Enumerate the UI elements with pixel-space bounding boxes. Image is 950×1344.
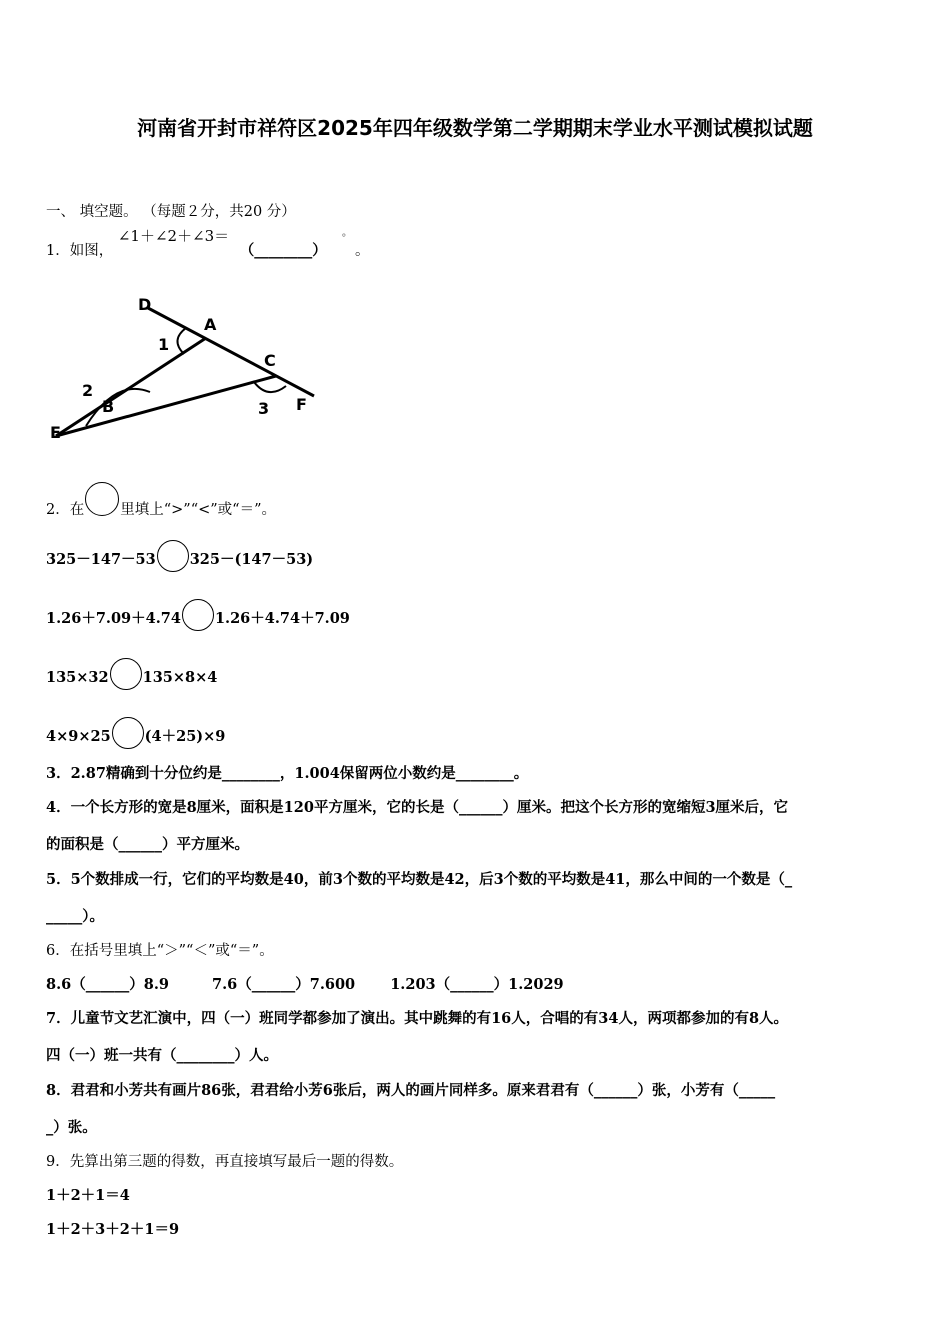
question-2 [46,482,276,520]
compare-right: 325－(147－53) [189,551,314,568]
question-1-prefix: 1．如图， [46,243,114,259]
label-1: 1 [158,335,170,354]
compare-circle[interactable] [110,658,142,690]
question-1 [46,227,370,263]
angle-figure [46,288,336,448]
compare-right: (4＋25)×9 [144,728,226,745]
question-5-line-1: 5．5个数排成一行，它们的平均数是40，前3个数的平均数是42，后3个数的平均数是41，那么中间的一个数是（_ [46,871,793,888]
question-6-items [46,975,564,995]
angle-1-arc [177,328,186,354]
compare-left: 1.26＋7.09＋4.74 [46,610,181,627]
question-9-line-1: 9．先算出第三题的得数，再直接填写最后一题的得数。 [46,1154,404,1170]
equation-2: 1＋2＋3＋2＋1＝9 [46,1221,180,1238]
label-2: 2 [82,381,94,400]
question-1-end: 。 [355,243,370,259]
page-title: 河南省开封市祥符区2025年四年级数学第二学期期末学业水平测试模拟试题 [137,116,813,140]
question-2-prefix: 2．在 [46,502,85,518]
label-f: F [296,395,307,414]
compare-right: 1.26＋4.74＋7.09 [214,610,350,627]
compare-row-1 [46,540,313,572]
label-d: D [138,295,152,314]
question-1-blank: （________） [239,242,327,259]
line-da-cf [148,308,314,396]
question-2-suffix: 里填上“>”“<”或“＝”。 [120,502,277,518]
question-5-line-2: _____）。 [46,908,104,925]
compare-row-3 [46,658,217,690]
angle-3-arc [254,382,286,392]
compare-circle[interactable] [182,599,214,631]
compare-row-2 [46,599,350,631]
compare-left: 325－147－53 [46,551,156,568]
question-7-line-2: 四（一）班一共有（________）人。 [46,1047,278,1064]
compare-right: 135×8×4 [142,669,218,686]
question-6-line-1: 6．在括号里填上“＞”“＜”或“＝”。 [46,943,274,959]
question-8-line-1: 8．君君和小芳共有画片86张，君君给小芳6张后，两人的画片同样多。原来君君有（______）张，小芳有（_____ [46,1082,776,1099]
question-7-line-1: 7．儿童节文艺汇演中，四（一）班同学都参加了演出。其中跳舞的有16人，合唱的有34人，两项都参加的有8人。 [46,1010,789,1027]
compare-left: 135×32 [46,669,109,686]
compare-left: 4×9×25 [46,728,111,745]
label-a: A [204,315,217,334]
equation-1: 1＋2＋1＝4 [46,1187,130,1204]
question-4-line-1: 4．一个长方形的宽是8厘米，面积是120平方厘米，它的长是（______）厘米。把这个长方形的宽缩短3厘米后，它 [46,799,789,816]
label-b: B [102,397,115,416]
compare-item: 1.203（______）1.2029 [390,976,564,993]
compare-row-4 [46,717,225,749]
compare-item: 7.6（______）7.600 [212,976,356,993]
compare-circle[interactable] [157,540,189,572]
compare-circle[interactable] [112,717,144,749]
question-3: 3．2.87精确到十分位约是________，1.004保留两位小数约是________。 [46,765,529,782]
compare-circle[interactable] [85,482,119,516]
label-c: C [264,351,276,370]
compare-item: 8.6（______）8.9 [46,976,169,993]
question-1-formula: ∠1＋∠2＋∠3＝ [117,227,230,245]
degree-mark: ° [341,233,347,244]
label-e: E [50,423,61,442]
question-8-line-2: _）张。 [46,1119,97,1136]
label-3: 3 [258,399,270,418]
question-4-line-2: 的面积是（______）平方厘米。 [46,836,249,853]
section-header: 一、 填空题。 （每题２分，共20 分） [46,204,296,220]
